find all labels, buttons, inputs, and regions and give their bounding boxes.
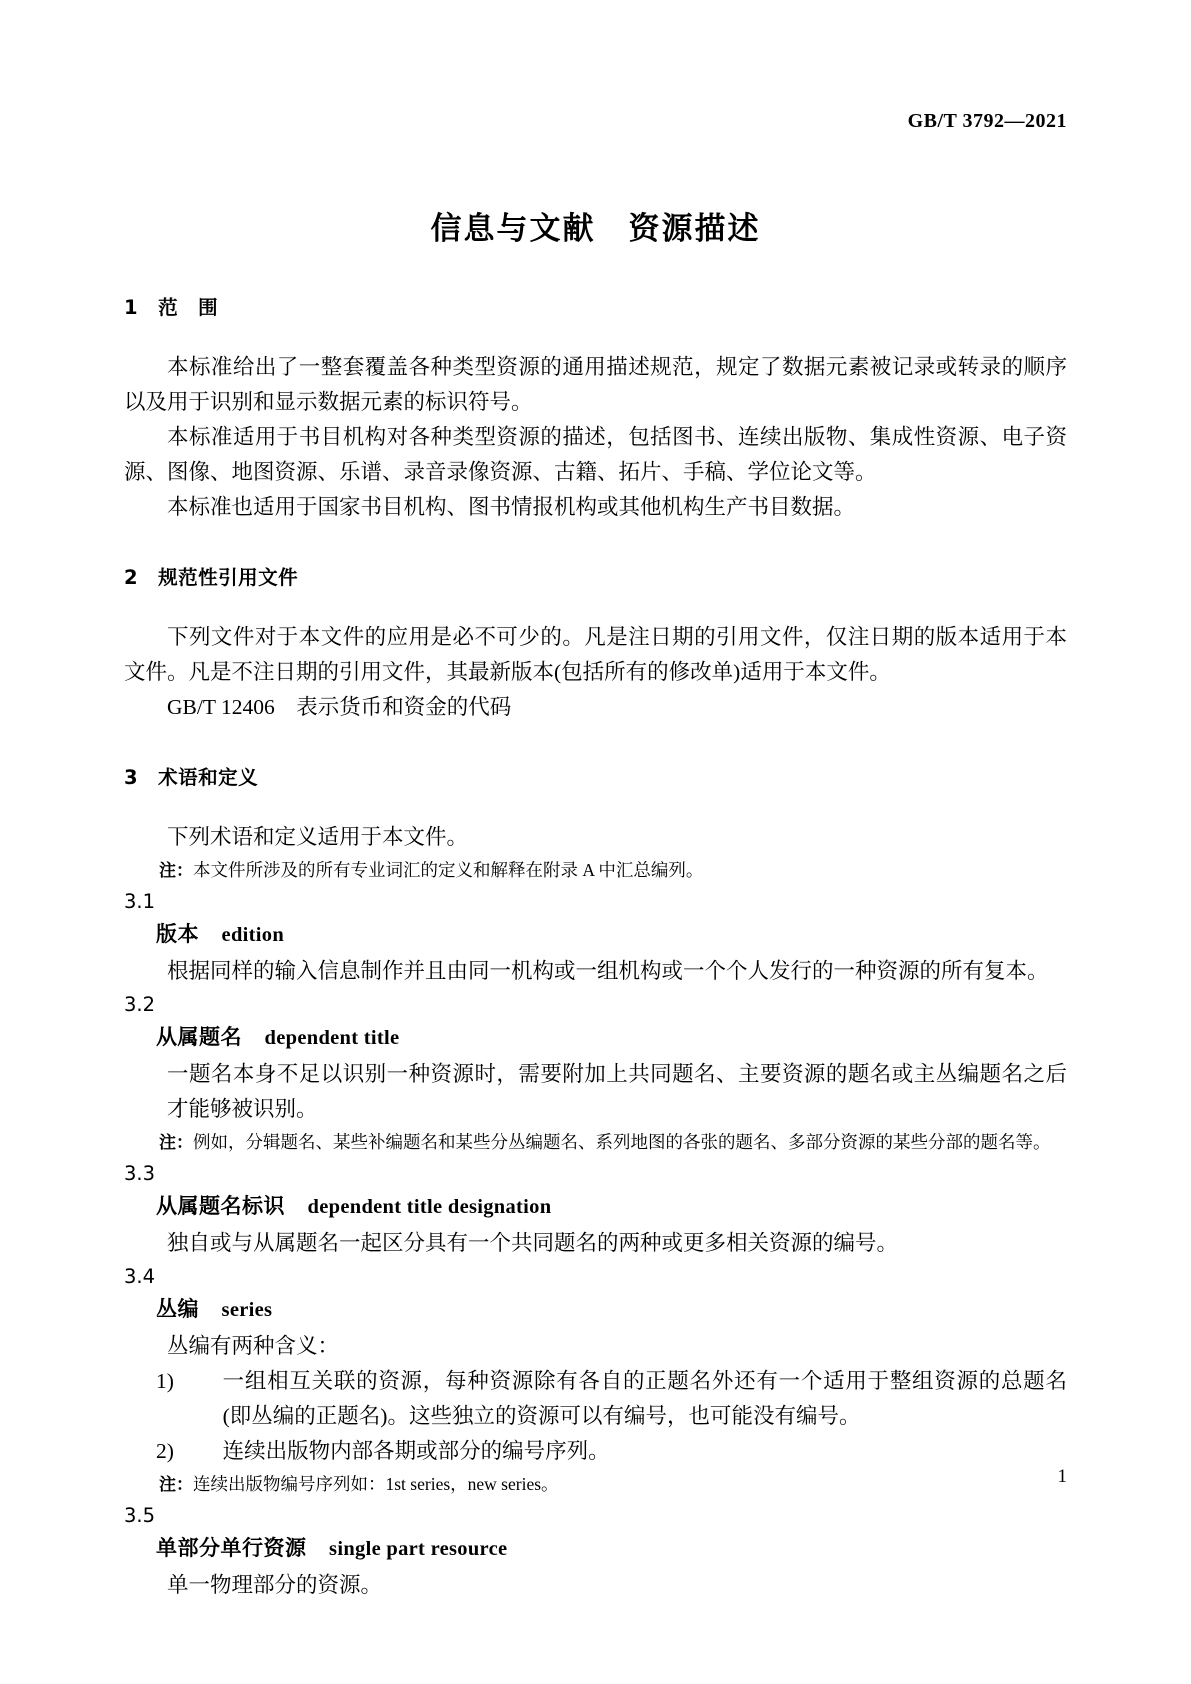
term-heading-3-4 xyxy=(124,1292,1067,1329)
term-label-en: edition xyxy=(221,924,285,946)
term-3-4-list xyxy=(124,1364,1067,1469)
term-definition-3-3: 独自或与从属题名一起区分具有一个共同题名的两种或更多相关资源的编号。 xyxy=(167,1231,899,1255)
term-number-3-5: 3.5 xyxy=(124,1504,156,1527)
list-item-marker: 1) xyxy=(156,1369,174,1393)
page-number: 1 xyxy=(1057,1466,1067,1487)
term-number-3-2: 3.2 xyxy=(124,993,156,1016)
spacer xyxy=(124,590,1067,620)
term-label-cn: 丛编 xyxy=(156,1297,199,1321)
clause-heading-2: 2 规范性引用文件 xyxy=(124,566,299,589)
list-item xyxy=(156,1364,1067,1434)
term-label-en: dependent title designation xyxy=(307,1196,552,1218)
term-definition-3-4: 丛编有两种含义： xyxy=(167,1334,340,1358)
term-note-3-4 xyxy=(124,1469,1067,1500)
list-item-marker: 2) xyxy=(156,1439,174,1463)
list-item-text: 一组相互关联的资源，每种资源除有各自的正题名外还有一个适用于整组资源的总题名(即丛编的正题名)。这些独立的资源可以有编号，也可能没有编号。 xyxy=(222,1369,1067,1428)
term-number-3-3: 3.3 xyxy=(124,1162,156,1185)
term-heading-3-3 xyxy=(124,1189,1067,1226)
clause-heading-3: 3 术语和定义 xyxy=(124,766,259,789)
normative-reference-item: GB/T 12406 表示货币和资金的代码 xyxy=(167,695,512,719)
spacer xyxy=(124,790,1067,820)
term-label-en: single part resource xyxy=(329,1538,508,1560)
note-text: 本文件所涉及的所有专业词汇的定义和解释在附录 A 中汇总编列。 xyxy=(193,860,704,880)
term-label-en: dependent title xyxy=(264,1027,400,1049)
clause-1-paragraph-1: 本标准给出了一整套覆盖各种类型资源的通用描述规范，规定了数据元素被记录或转录的顺序以及用于识别和显示数据元素的标识符号。 xyxy=(124,355,1067,414)
term-number-3-1: 3.1 xyxy=(124,890,156,913)
term-number-3-4: 3.4 xyxy=(124,1265,156,1288)
standard-number: GB/T 3792—2021 xyxy=(907,110,1067,132)
note-label: 注： xyxy=(159,1475,193,1495)
list-item xyxy=(156,1434,1067,1469)
term-label-cn: 从属题名标识 xyxy=(156,1194,285,1218)
term-heading-3-5 xyxy=(124,1531,1067,1568)
page-header xyxy=(124,110,1067,138)
clause-3-paragraph-1: 下列术语和定义适用于本文件。 xyxy=(167,825,469,849)
term-heading-3-1 xyxy=(124,917,1067,954)
list-item-text: 连续出版物内部各期或部分的编号序列。 xyxy=(222,1439,610,1463)
spacer xyxy=(124,725,1067,762)
term-label-cn: 单部分单行资源 xyxy=(156,1536,307,1560)
term-note-3-2 xyxy=(124,1127,1067,1158)
clause-1-paragraph-2: 本标准适用于书目机构对各种类型资源的描述，包括图书、连续出版物、集成性资源、电子资源、图像、地图资源、乐谱、录音录像资源、古籍、拓片、手稿、学位论文等。 xyxy=(124,425,1067,484)
clause-3-note xyxy=(124,855,1067,886)
term-label-en: series xyxy=(221,1299,273,1321)
note-text: 例如，分辑题名、某些补编题名和某些分丛编题名、系列地图的各张的题名、多部分资源的某些分部的题名等。 xyxy=(193,1132,1051,1152)
spacer xyxy=(124,525,1067,562)
term-definition-3-2: 一题名本身不足以识别一种资源时，需要附加上共同题名、主要资源的题名或主丛编题名之后才能够被识别。 xyxy=(167,1062,1067,1121)
term-label-cn: 版本 xyxy=(156,922,199,946)
term-definition-3-5: 单一物理部分的资源。 xyxy=(167,1573,383,1597)
page-title: 信息与文献 资源描述 xyxy=(430,211,761,247)
document-body xyxy=(124,292,1067,1603)
note-label: 注： xyxy=(159,861,193,881)
clause-heading-1: 1 范 围 xyxy=(124,296,219,319)
note-text: 连续出版物编号序列如：1st series，new series。 xyxy=(193,1474,559,1494)
spacer xyxy=(124,320,1067,350)
term-definition-3-1: 根据同样的输入信息制作并且由同一机构或一组机构或一个个人发行的一种资源的所有复本。 xyxy=(167,959,1049,983)
term-heading-3-2 xyxy=(124,1020,1067,1057)
clause-2-paragraph-1: 下列文件对于本文件的应用是必不可少的。凡是注日期的引用文件，仅注日期的版本适用于本文件。凡是不注日期的引用文件，其最新版本(包括所有的修改单)适用于本文件。 xyxy=(124,625,1067,684)
clause-1-paragraph-3: 本标准也适用于国家书目机构、图书情报机构或其他机构生产书目数据。 xyxy=(167,495,856,519)
note-label: 注： xyxy=(159,1133,193,1153)
term-label-cn: 从属题名 xyxy=(156,1025,242,1049)
